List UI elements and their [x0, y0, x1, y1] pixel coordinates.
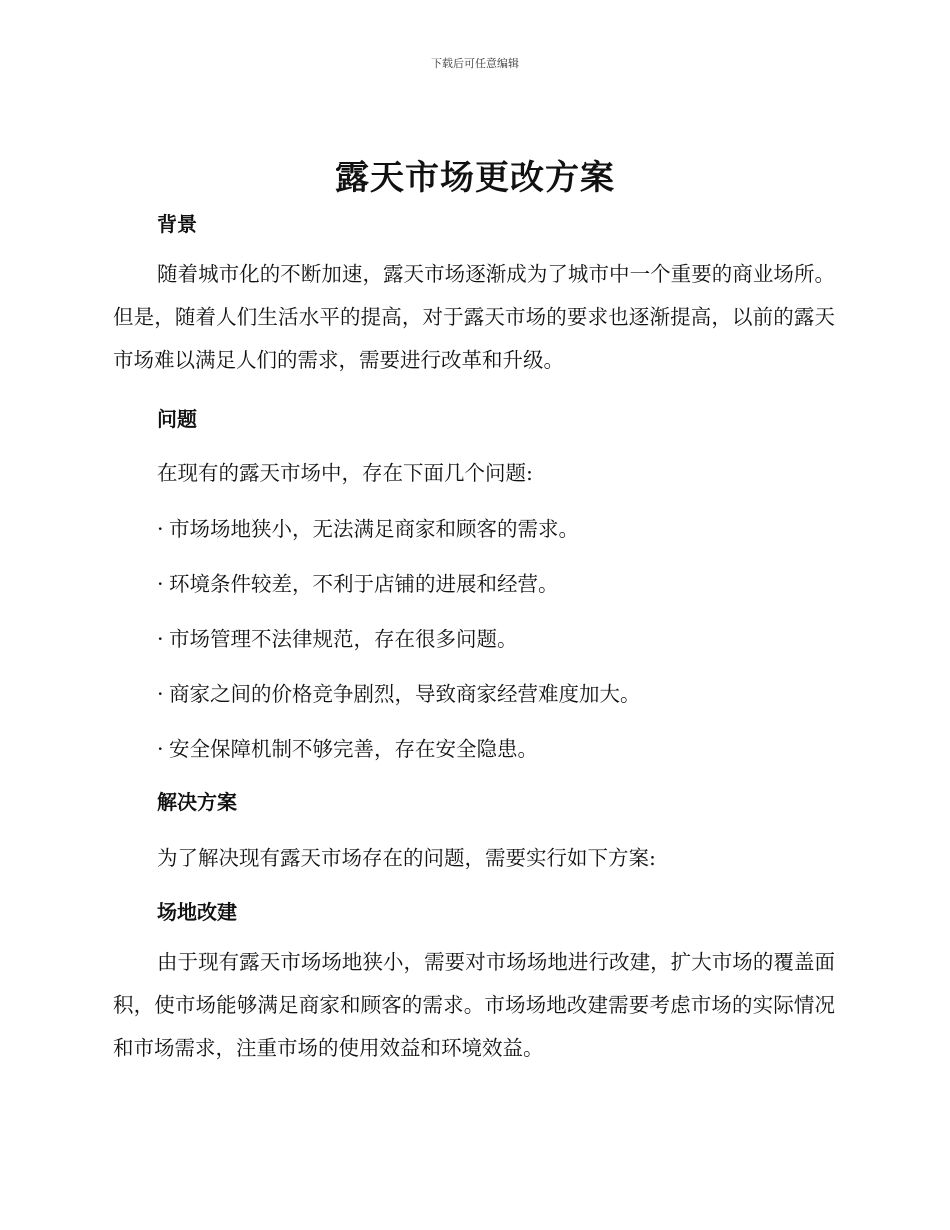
list-item-text: 市场场地狭小，无法满足商家和顾客的需求。 [169, 517, 579, 541]
list-item-text: 市场管理不法律规范，存在很多问题。 [169, 627, 518, 651]
paragraph-site-renovation: 由于现有露天市场场地狭小，需要对市场场地进行改建，扩大市场的覆盖面积，使市场能够满足商家和顾客的需求。市场场地改建需要考虑市场的实际情况和市场需求，注重市场的使用效益和环境效益。 [113, 950, 835, 1060]
bullet-icon: · [157, 737, 164, 761]
list-item-text: 商家之间的价格竞争剧烈，导致商家经营难度加大。 [169, 682, 641, 706]
list-item-text: 安全保障机制不够完善，存在安全隐患。 [169, 737, 538, 761]
heading-solutions: 解决方案 [157, 790, 237, 814]
list-item [157, 567, 559, 597]
bullet-icon: · [157, 517, 164, 541]
problems-intro: 在现有的露天市场中，存在下面几个问题: [157, 461, 533, 485]
header-note: 下载后可任意编辑 [431, 57, 519, 70]
heading-site-renovation: 场地改建 [157, 900, 237, 924]
bullet-icon: · [157, 682, 164, 706]
list-item [157, 512, 579, 542]
document-title: 露天市场更改方案 [335, 158, 615, 198]
heading-background: 背景 [157, 212, 197, 236]
heading-problems: 问题 [157, 407, 197, 431]
bullet-icon: · [157, 627, 164, 651]
bullet-icon: · [157, 572, 164, 596]
list-item [157, 732, 538, 762]
list-item-text: 环境条件较差，不利于店铺的进展和经营。 [169, 572, 559, 596]
list-item [157, 677, 641, 707]
list-item [157, 622, 518, 652]
paragraph-background: 随着城市化的不断加速，露天市场逐渐成为了城市中一个重要的商业场所。但是，随着人们生活水平的提高，对于露天市场的要求也逐渐提高，以前的露天市场难以满足人们的需求，需要进行改革和升级。 [113, 262, 835, 372]
solutions-intro: 为了解决现有露天市场存在的问题，需要实行如下方案: [157, 846, 656, 870]
